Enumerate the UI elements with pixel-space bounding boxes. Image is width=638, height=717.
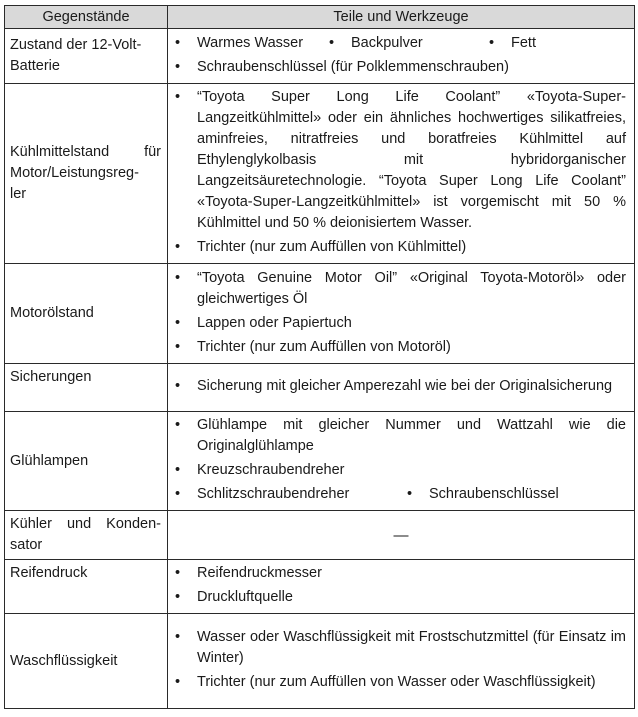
row-label-radiator: Kühler und Konden- sator xyxy=(5,511,168,560)
row-label-bulbs: Glühlampen xyxy=(5,412,168,511)
table-row xyxy=(5,29,635,84)
list-item: • “Toyota Super Long Life Coolant” «Toyota-Super-Langzeitkühlmittel» oder ein ähnliches hochwertiges silikatfreies, aminfreies, nitratfreies und boratfreies Kühlmittel auf Ethylenglykolbasis mit hybridorganischer Langzeitsäuretechnologie. “Toyota Super Long Life Coolant” «Toyota-Super-Langzeitkühlmittel» ist vorgemischt mit 50 % Kühlmittel und 50 % deionisiertem Wasser. xyxy=(175,89,626,231)
row-label-oil: Motorölstand xyxy=(5,264,168,364)
list-item: • Reifendruckmesser xyxy=(175,565,322,581)
list-item: • Schraubenschlüssel (für Polklemmenschrauben) xyxy=(175,58,509,75)
list-item: • Trichter (nur zum Auffüllen von Wasser oder Waschflüssigkeit) xyxy=(175,674,596,690)
row-label-coolant: Kühlmittelstand für Motor/Leistungsreg- ler xyxy=(5,84,168,264)
list-item: • Sicherung mit gleicher Amperezahl wie bei der Originalsicherung xyxy=(175,378,613,394)
list-item: • Trichter (nur zum Auffüllen von Kühlmittel) xyxy=(175,239,467,255)
row-items-washer xyxy=(168,614,635,709)
list-item: • Schraubenschlüssel xyxy=(407,486,559,502)
row-items-fuses xyxy=(168,364,635,412)
row-items-oil xyxy=(168,264,635,364)
list-item: • Backpulver xyxy=(329,34,423,51)
list-item: • Glühlampe mit gleicher Nummer und Wattzahl wie die Originalglühlampe xyxy=(175,417,626,454)
table-row xyxy=(5,264,635,364)
row-label-tires: Reifendruck xyxy=(5,560,168,614)
table-row xyxy=(5,614,635,709)
list-item: • Kreuzschraubendreher xyxy=(175,462,345,478)
list-item: • Fett xyxy=(489,34,536,51)
header-items: Gegenstände xyxy=(5,6,168,29)
header-parts-tools: Teile und Werkzeuge xyxy=(168,6,635,29)
list-item: • Druckluftquelle xyxy=(175,589,293,605)
list-item: • Wasser oder Waschflüssigkeit mit Frostschutzmittel (für Einsatz im Winter) xyxy=(175,629,626,666)
row-items-coolant xyxy=(168,84,635,264)
inline-items xyxy=(175,33,626,54)
table-row xyxy=(5,511,635,560)
table-row xyxy=(5,364,635,412)
table-row xyxy=(5,412,635,511)
list-item: • Schlitzschraubendreher xyxy=(175,486,350,502)
row-label-fuses: Sicherungen xyxy=(5,364,168,412)
row-label-washer: Waschflüssigkeit xyxy=(5,614,168,709)
tools-table xyxy=(4,5,635,709)
list-item: • Trichter (nur zum Auffüllen von Motoröl) xyxy=(175,338,451,355)
row-label-battery: Zustand der 12-Volt-Batterie xyxy=(5,29,168,84)
row-items-battery xyxy=(168,29,635,84)
list-item: • Warmes Wasser xyxy=(175,34,304,51)
table-row xyxy=(5,560,635,614)
table-row xyxy=(5,84,635,264)
list-item: • Lappen oder Papiertuch xyxy=(175,314,352,331)
row-items-tires xyxy=(168,560,635,614)
row-value-radiator: — xyxy=(168,511,635,560)
table-header-row xyxy=(5,6,635,29)
inline-items xyxy=(175,484,626,505)
list-item: • “Toyota Genuine Motor Oil” «Original Toyota-Motoröl» oder gleichwertiges Öl xyxy=(175,269,626,307)
row-items-bulbs xyxy=(168,412,635,511)
